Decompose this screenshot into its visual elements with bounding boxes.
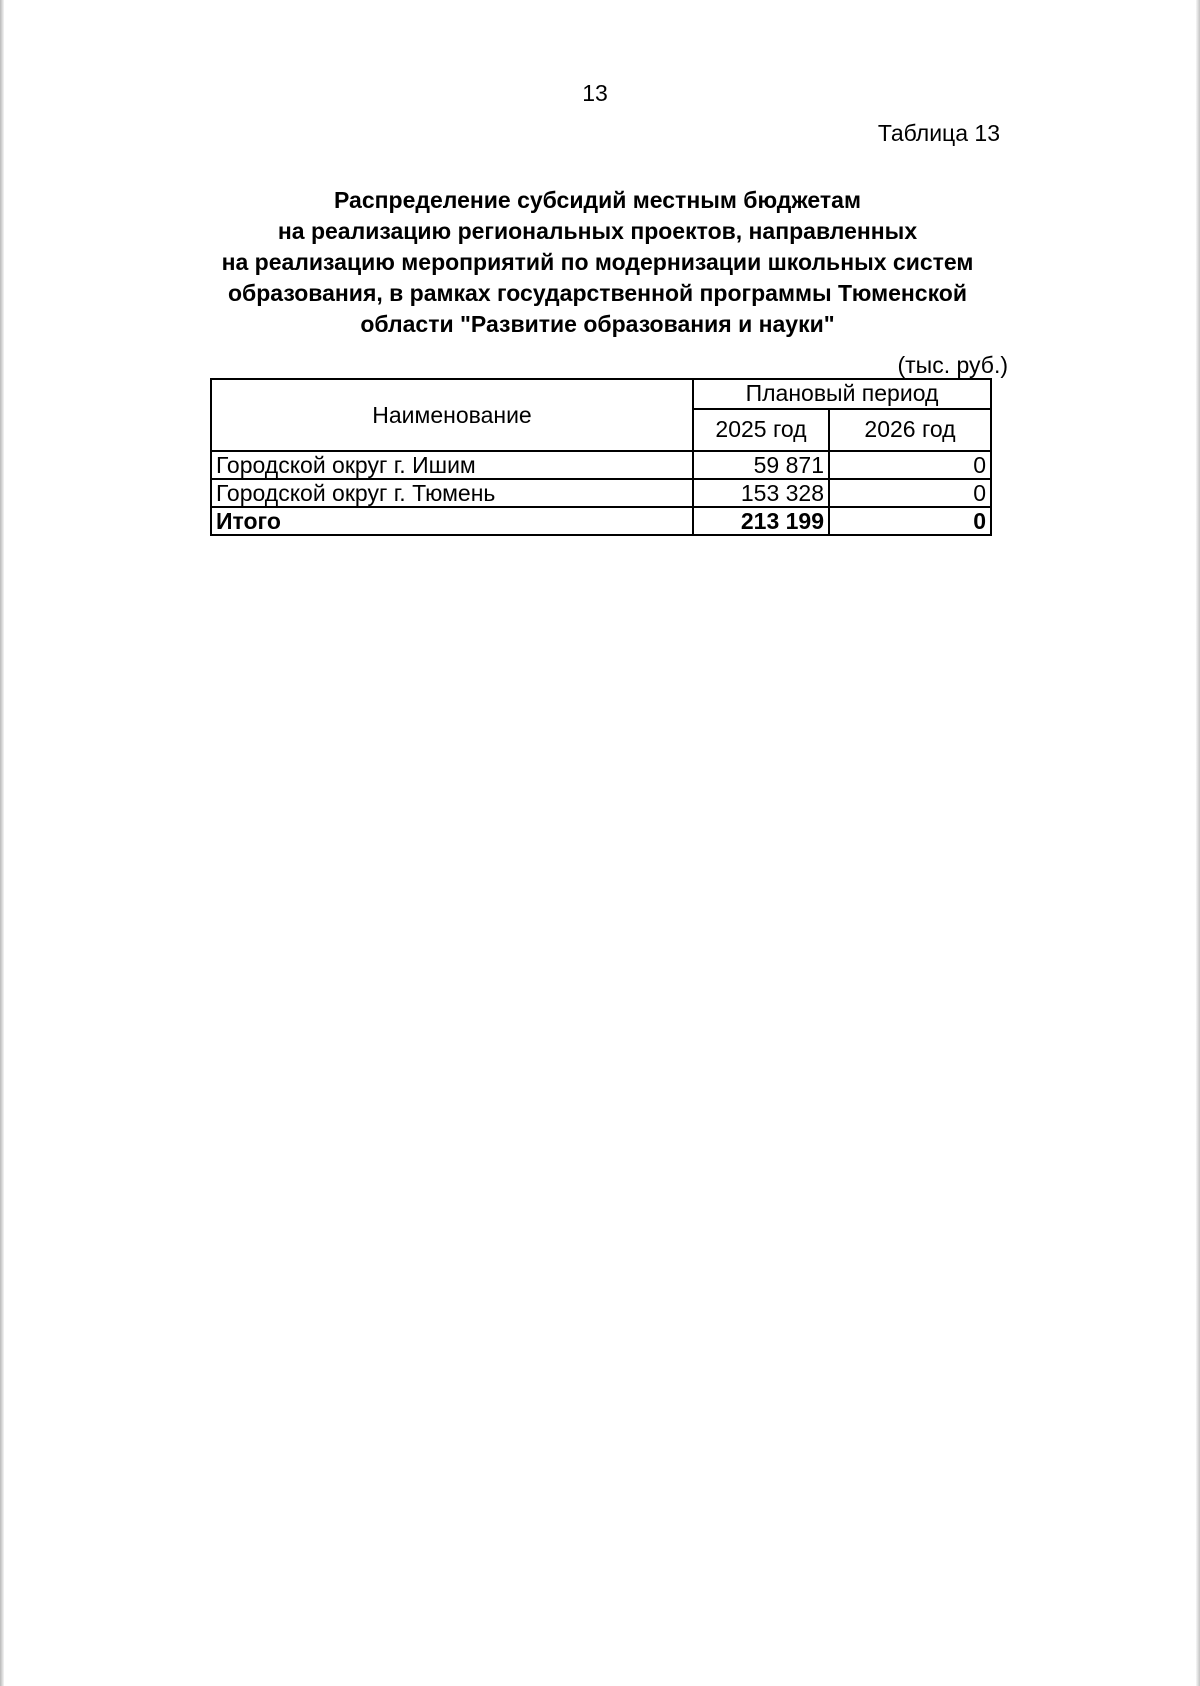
title-line: на реализацию мероприятий по модернизации школьных систем	[221, 249, 974, 275]
header-year-2025: 2025 год	[693, 409, 829, 451]
title-line: Распределение субсидий местным бюджетам	[334, 187, 861, 213]
scan-edge-left	[0, 0, 4, 1686]
total-value-2026: 0	[829, 507, 991, 535]
document-title	[200, 185, 995, 340]
title-line: области "Развитие образования и науки"	[360, 311, 835, 337]
title-line: образования, в рамках государственной программы Тюменской	[228, 280, 967, 306]
units-label: (тыс. руб.)	[897, 352, 1008, 378]
page-number: 13	[582, 80, 608, 106]
header-name: Наименование	[211, 379, 693, 451]
row-value-2026: 0	[829, 451, 991, 479]
header-year-2026: 2026 год	[829, 409, 991, 451]
row-name: Городской округ г. Ишим	[211, 451, 693, 479]
table-row	[211, 451, 991, 479]
row-value-2025: 153 328	[693, 479, 829, 507]
title-line: на реализацию региональных проектов, направленных	[277, 218, 918, 244]
row-value-2026: 0	[829, 479, 991, 507]
total-name: Итого	[211, 507, 693, 535]
table-row	[211, 479, 991, 507]
total-value-2025: 213 199	[693, 507, 829, 535]
table-header-row	[211, 379, 991, 409]
scan-edge-right	[1196, 0, 1200, 1686]
subsidy-table	[210, 378, 992, 536]
row-name: Городской округ г. Тюмень	[211, 479, 693, 507]
table-total-row	[211, 507, 991, 535]
table-label: Таблица 13	[877, 120, 1000, 146]
header-planned-period: Плановый период	[693, 379, 991, 409]
row-value-2025: 59 871	[693, 451, 829, 479]
